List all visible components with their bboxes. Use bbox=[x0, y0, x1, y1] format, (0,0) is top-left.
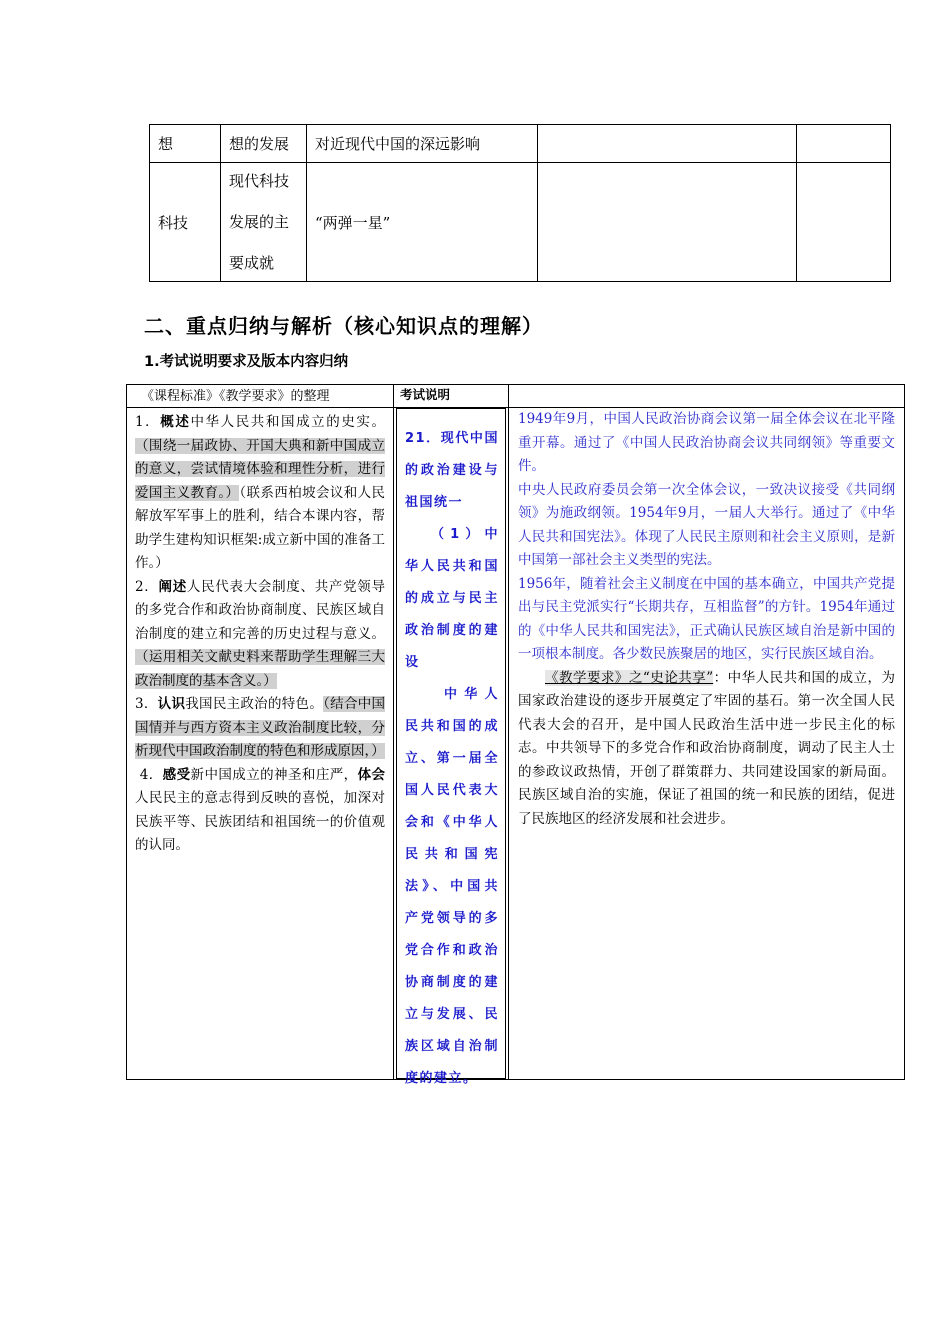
exam-cell bbox=[394, 408, 509, 1086]
subsection-title: 1.考试说明要求及版本内容归纳 bbox=[144, 354, 349, 370]
item-text: 中华人民共和国成立的史实。 bbox=[190, 414, 386, 430]
item-text: 我国民主政治的特色。 bbox=[185, 696, 324, 712]
item-text: 新中国成立的神圣和庄严， bbox=[190, 766, 358, 783]
section-title: 二、重点归纳与解析（核心知识点的理解） bbox=[144, 314, 543, 338]
top-table bbox=[149, 124, 891, 282]
main-table bbox=[126, 384, 905, 1086]
highlighted-text: （结合中国国情并与西方资本主义政治制度比较，分析现代中国政治制度的特色和形成原因，） bbox=[135, 696, 386, 759]
cell: “两弹一星” bbox=[307, 163, 538, 282]
quote-label: 《教学要求》之“史论共享” bbox=[545, 669, 714, 686]
table-header-row bbox=[127, 385, 905, 408]
exam-box bbox=[396, 408, 506, 1086]
exam-heading: 21．现代中国的政治建设与祖国统一 bbox=[405, 431, 499, 510]
item-text: 人民代表大会制度、共产党领导的多党合作和政治协商制度、民族区域自治制度的建立和完善的历史过程与意义。 bbox=[135, 578, 386, 642]
table-row bbox=[150, 125, 891, 163]
table-row bbox=[150, 163, 891, 282]
item-number: 2． bbox=[135, 578, 159, 595]
item-number: 1． bbox=[135, 414, 161, 430]
content-paragraph bbox=[518, 667, 895, 832]
content-paragraph: 中央人民政府委员会第一次全体会议，一致决议接受《共同纲领》为施政纲领。1954年9月，一届人大举行。通过了《中华人民共和国宪法》。体现了人民民主原则和社会主义原则，是新中国第一部社会主义类型的宪法。 bbox=[518, 481, 895, 568]
header-cell: 考试说明 bbox=[394, 385, 509, 408]
header-cell bbox=[509, 385, 905, 408]
item-text: （联系西柏坡会议和人民解放军军事上的胜利，结合本课内容，帮助学生建构知识框架:成立新中国的准备工作。） bbox=[135, 484, 386, 571]
item-text: 人民民主的意志得到反映的喜悦，加深对民族平等、民族团结和祖国统一的价值观的认同。 bbox=[135, 790, 385, 853]
exam-subheading: （1）中华人民共和国的成立与民主政治制度的建设 bbox=[405, 527, 499, 670]
cell-line: 发展的主 bbox=[229, 212, 290, 231]
cell bbox=[221, 163, 307, 282]
cell: 想 bbox=[150, 125, 221, 163]
cell bbox=[797, 125, 891, 163]
highlighted-text: （运用相关文献史料来帮助学生理解三大政治制度的基本含义。） bbox=[135, 649, 385, 689]
keyword: 概述 bbox=[160, 414, 191, 430]
quote-text: ：中华人民共和国的成立，为国家政治建设的逐步开展奠定了牢固的基石。第一次全国人民代表大会的召开，是中国人民政治生活中进一步民主化的标志。中共领导下的多党合作和政治协商制度，调动了民主人士的参政议政热情，开创了群策群力、共同建设国家的新局面。民族区域自治的实施，保证了祖国的统一和民族的团结，促进了民族地区的经济发展和社会进步。 bbox=[518, 669, 895, 827]
standards-text bbox=[127, 408, 393, 858]
exam-text bbox=[397, 409, 505, 1105]
header-cell: 《课程标准》《教学要求》的整理 bbox=[127, 385, 394, 408]
content-cell bbox=[509, 408, 905, 1080]
item-number: 3． bbox=[135, 696, 158, 712]
cell: 想的发展 bbox=[221, 125, 307, 163]
cell bbox=[538, 125, 797, 163]
standards-cell bbox=[127, 408, 394, 1080]
cell: 对近现代中国的深远影响 bbox=[307, 125, 538, 163]
cell-line: 现代科技 bbox=[229, 171, 290, 190]
exam-content: 中华人民共和国的成立、第一届全国人民代表大会和《中华人民共和国宪法》、中国共产党领导的多党合作和政治协商制度的建立与发展、民族区域自治制度的建立。 bbox=[405, 687, 499, 1086]
keyword: 阐述 bbox=[158, 578, 187, 595]
cell bbox=[538, 163, 797, 282]
cell bbox=[797, 163, 891, 282]
keyword: 体会 bbox=[357, 766, 386, 783]
cell: 科技 bbox=[150, 163, 221, 282]
table-row bbox=[127, 408, 905, 1080]
highlighted-text: （围绕一届政协、开国大典和新中国成立的意义，尝试情境体验和理性分析，进行爱国主义教育。） bbox=[135, 437, 385, 501]
keyword: 认识 bbox=[157, 696, 186, 712]
keyword: 感受 bbox=[162, 766, 191, 783]
content-paragraph: 1956年，随着社会主义制度在中国的基本确立，中国共产党提出与民主党派实行“长期共存，互相监督”的方针。1954年通过的《中华人民共和国宪法》，正式确认民族区域自治是新中国的一项根本制度。各少数民族聚居的地区，实行民族区域自治。 bbox=[518, 575, 895, 662]
item-number: 4． bbox=[139, 766, 163, 783]
content-paragraph: 1949年9月，中国人民政治协商会议第一届全体会议在北平隆重开幕。通过了《中国人民政治协商会议共同纲领》等重要文件。 bbox=[518, 411, 895, 474]
content-text bbox=[509, 408, 904, 831]
cell-line: 要成就 bbox=[229, 253, 275, 272]
